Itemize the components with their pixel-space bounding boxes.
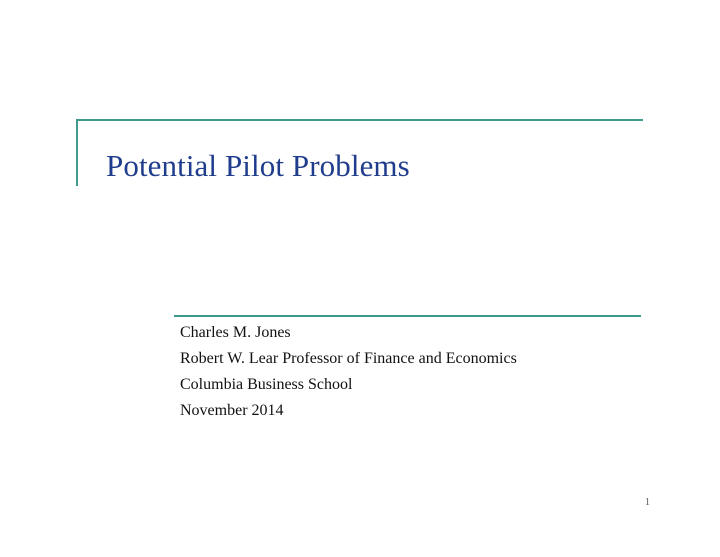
- author-position: Robert W. Lear Professor of Finance and Economics: [180, 350, 517, 367]
- subtitle-rule: [174, 315, 641, 317]
- presentation-date: November 2014: [180, 402, 284, 419]
- subtitle-block: [180, 320, 517, 424]
- title-left-rule: [76, 119, 78, 186]
- slide-number: 1: [645, 497, 650, 508]
- slide-title: Potential Pilot Problems: [106, 148, 410, 183]
- title-top-rule: [76, 119, 643, 121]
- author-name: Charles M. Jones: [180, 324, 291, 341]
- institution: Columbia Business School: [180, 376, 353, 393]
